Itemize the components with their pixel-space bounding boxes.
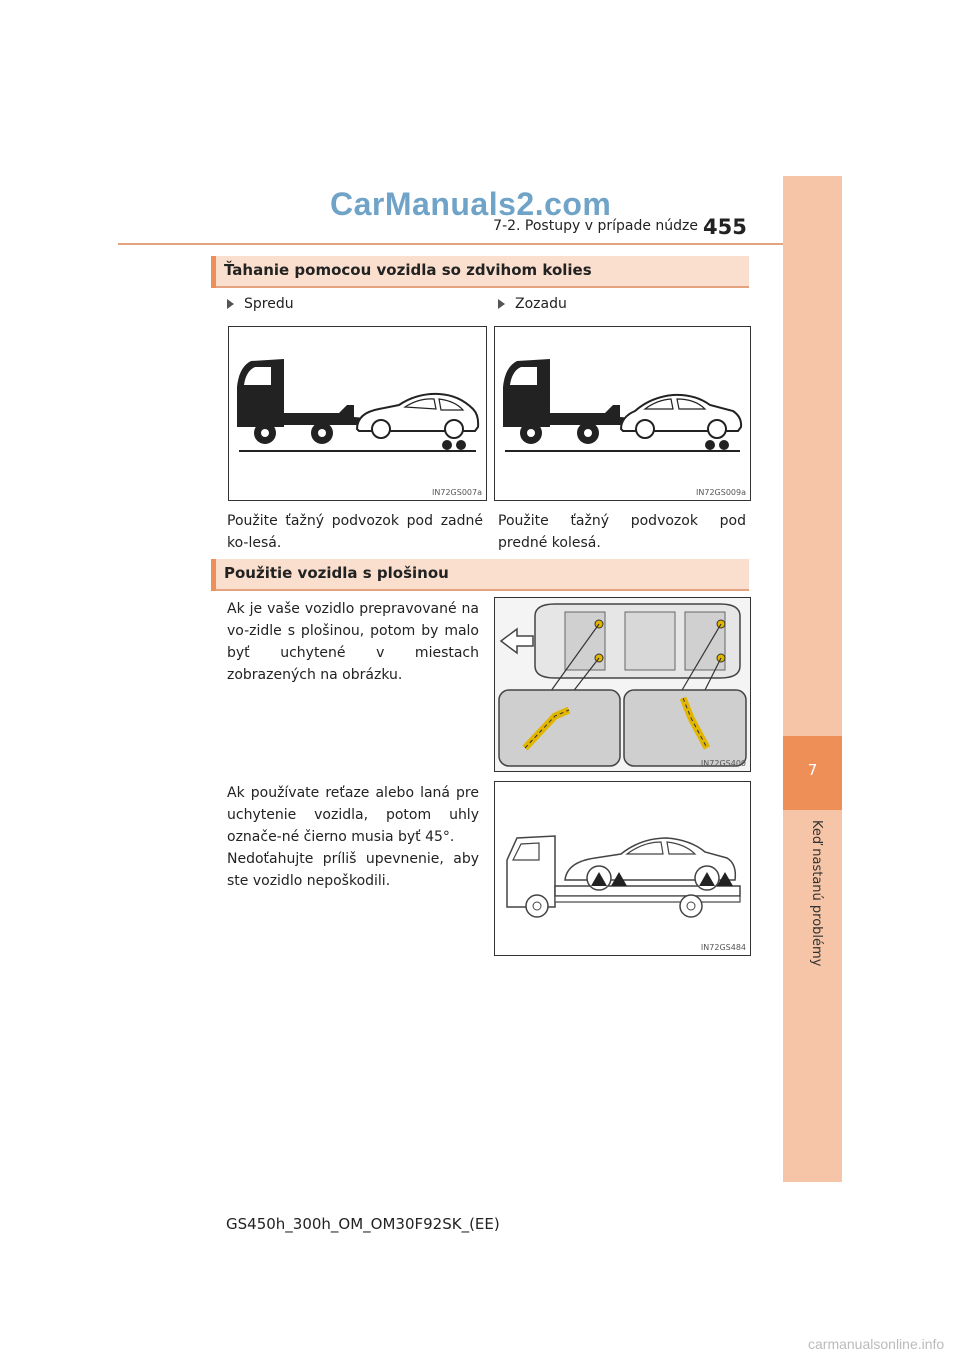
section-title: Ťahanie pomocou vozidla so zdvihom kolies (224, 261, 592, 279)
figure-code: IN72GS484 (700, 943, 746, 952)
caption-front: Použite ťažný podvozok pod zadné ko-lesá. (227, 513, 483, 551)
chapter-number: 7 (807, 761, 818, 779)
triangle-bullet-icon (227, 299, 234, 309)
figure-tow-rear (494, 326, 751, 501)
header-rule (118, 243, 842, 245)
chapter-side-tab (783, 176, 842, 1182)
figure-code: IN72GS009a (696, 488, 746, 497)
footer-watermark: carmanualsonline.info (808, 1336, 945, 1352)
paragraph-flatbed-intro: Ak je vaše vozidlo prepravované na vo-zidle s plošinou, potom by malo byť uchytené v miestach zobrazených na obrázku. (227, 601, 479, 683)
caption-rear: Použite ťažný podvozok pod predné kolesá. (498, 513, 746, 551)
tow-truck-rear-illustration (495, 327, 750, 500)
page-number: 455 (703, 215, 747, 239)
label-text: Spredu (244, 296, 294, 312)
paragraph-chain-angle: Ak používate reťaze alebo laná pre uchytenie vozidla, potom uhly označe-né čierno musia byť 45°. (227, 785, 479, 845)
figure-flatbed-truck (494, 781, 751, 956)
section-heading-wheel-lift (211, 256, 749, 288)
chapter-title: 7-2. Postupy v prípade núdze (493, 218, 698, 234)
paragraph-do-not-overtighten: Nedoťahujte príliš upevnenie, aby ste vozidlo nepoškodili. (227, 851, 479, 889)
section-title: Použitie vozidla s plošinou (224, 564, 449, 582)
footer-document-code: GS450h_300h_OM_OM30F92SK_(EE) (226, 1215, 500, 1233)
label-text: Zozadu (515, 296, 567, 312)
chapter-name: Keď nastanú problémy (809, 820, 824, 967)
figure-tow-front (228, 326, 487, 501)
figure-tie-down-points (494, 597, 751, 772)
label-rear (498, 296, 567, 312)
flatbed-truck-illustration (495, 782, 750, 955)
figure-code: IN72GS400 (700, 759, 746, 768)
triangle-bullet-icon (498, 299, 505, 309)
tie-down-points-illustration (495, 598, 750, 771)
section-heading-flatbed (211, 559, 749, 591)
figure-code: IN72GS007a (432, 488, 482, 497)
watermark-logo: CarManuals2.com (330, 186, 612, 222)
tow-truck-front-illustration (229, 327, 486, 500)
label-front (227, 296, 294, 312)
